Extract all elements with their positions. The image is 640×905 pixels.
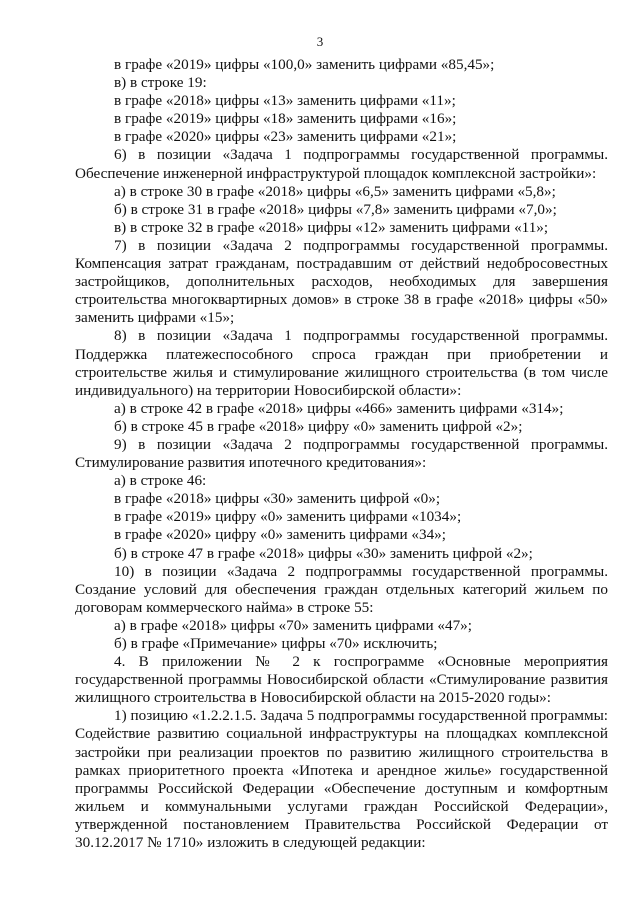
paragraph: б) в графе «Примечание» цифры «70» исключить; (114, 635, 438, 652)
paragraph: а) в графе «2018» цифры «70» заменить цифрами «47»; (114, 616, 472, 634)
paragraph: в графе «2019» цифры «18» заменить цифрами «16»; (114, 110, 457, 128)
paragraph: 10) в позиции «Задача 2 подпрограммы государственной программы. Создание условий для обеспечения граждан отдельных категорий жильем по договорам коммерческого найма» в строке 55: (75, 562, 608, 616)
paragraph: в графе «2020» цифру «0» заменить цифрами «34»; (114, 526, 446, 544)
paragraph: 8) в позиции «Задача 1 подпрограммы государственной программы. Поддержка платежеспособного спроса граждан при приобретении и строительстве жилья и стимулирование жилищного строительства (в том числе индивидуального) на территории Новосибирской области»: (75, 327, 608, 399)
paragraph: б) в строке 45 в графе «2018» цифру «0» заменить цифрой «2»; (114, 417, 523, 435)
paragraph: 4. В приложении № 2 к госпрограмме «Основные мероприятия государственной программы Новосибирской области «Стимулирование развития жилищного строительства в Новосибирской области на 2015-2020 годы»: (75, 653, 608, 707)
paragraph: б) в строке 31 в графе «2018» цифры «7,8» заменить цифрами «7,0»; (114, 200, 557, 218)
paragraph: в) в строке 19: (114, 74, 207, 92)
paragraph: а) в строке 46: (114, 472, 207, 490)
paragraph: а) в строке 30 в графе «2018» цифры «6,5» заменить цифрами «5,8»; (114, 182, 556, 200)
page-number: 3 (316, 34, 324, 49)
paragraph: 9) в позиции «Задача 2 подпрограммы государственной программы. Стимулирование развития ипотечного кредитования»: (75, 435, 608, 472)
paragraph: 1) позицию «1.2.2.1.5. Задача 5 подпрограммы государственной программы: Содействие развитию социальной инфраструктуры на площадках комплексной застройки при реализации проектов по развитию жилищного строительства в рамках приоритетного проекта «Ипотека и арендное жилье» государственной программы Российской Федерации «Обеспечение доступным и комфортным жильем и коммунальными услугами граждан Российской Федерации», утвержденной постановлением Правительства Российской Федерации от 30.12.2017 № 1710» изложить в следующей редакции: (75, 707, 608, 852)
paragraph: в графе «2018» цифры «30» заменить цифрой «0»; (114, 490, 441, 508)
paragraph: а) в строке 42 в графе «2018» цифры «466» заменить цифрами «314»; (114, 399, 564, 417)
paragraph: в графе «2019» цифру «0» заменить цифрами «1034»; (114, 508, 462, 526)
paragraph: 7) в позиции «Задача 2 подпрограммы государственной программы. Компенсация затрат гражданам, пострадавшим от действий недобросовестных застройщиков, дополнительных расходов, необходимых для завершения строительства многоквартирных домов» в строке 38 в графе «2018» цифры «50» заменить цифрами «15»; (75, 236, 608, 327)
paragraph: б) в строке 47 в графе «2018» цифры «30» заменить цифрой «2»; (114, 544, 533, 562)
paragraph: в графе «2018» цифры «13» заменить цифрами «11»; (114, 92, 456, 110)
paragraph: 6) в позиции «Задача 1 подпрограммы государственной программы. Обеспечение инженерной инфраструктурой площадок комплексной застройки»: (75, 146, 608, 182)
paragraph: в) в строке 32 в графе «2018» цифры «12» заменить цифрами «11»; (114, 218, 549, 236)
paragraph: в графе «2019» цифры «100,0» заменить цифрами «85,45»; (114, 56, 495, 73)
paragraph: в графе «2020» цифры «23» заменить цифрами «21»; (114, 128, 457, 146)
document-body (75, 56, 608, 852)
